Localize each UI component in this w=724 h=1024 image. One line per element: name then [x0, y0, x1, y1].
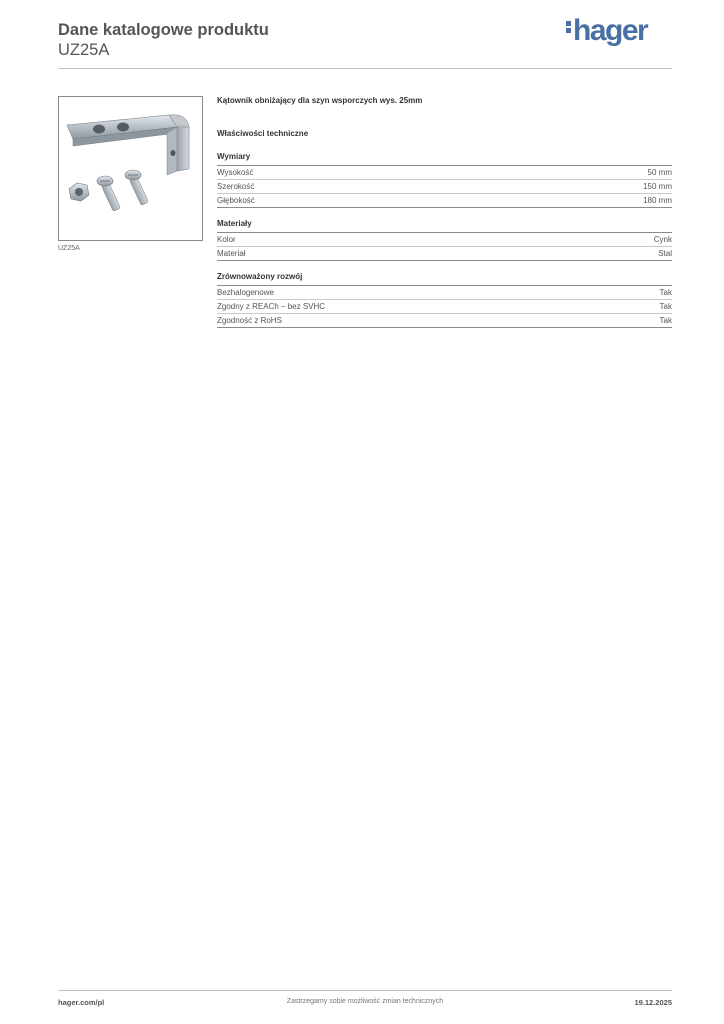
row-value: Tak	[659, 288, 672, 297]
logo-text: hager	[573, 14, 648, 47]
row-label: Materiał	[217, 249, 246, 258]
row-value: 150 mm	[643, 182, 672, 191]
group-dimensions	[217, 152, 672, 208]
technical-properties-title: Właściwości techniczne	[217, 129, 309, 138]
group-sustainability	[217, 272, 672, 328]
bracket-with-screws-icon	[59, 97, 202, 240]
document-date: 19.12.2025	[634, 998, 672, 1007]
table-row	[217, 300, 672, 314]
image-caption: UZ25A	[58, 245, 80, 252]
row-label: Zgodny z REACh – bez SVHC	[217, 302, 326, 311]
product-name: Kątownik obniżający dla szyn wsporczych wys. 25mm	[217, 96, 423, 105]
product-details	[217, 96, 672, 328]
row-value: Tak	[659, 302, 672, 311]
disclaimer-text: Zastrzegamy sobie możliwość zmian technicznych	[286, 998, 444, 1005]
page-title: Dane katalogowe produktu	[58, 21, 269, 39]
group-title: Materiały	[217, 219, 672, 233]
table-row	[217, 286, 672, 300]
document-header	[58, 20, 269, 60]
row-value: Stal	[658, 249, 672, 258]
row-label: Szerokość	[217, 182, 255, 191]
logo-dots-icon	[566, 19, 571, 35]
product-code: UZ25A	[58, 41, 110, 59]
product-image	[58, 96, 203, 241]
row-value: Tak	[659, 316, 672, 325]
row-value: 50 mm	[647, 168, 672, 177]
row-label: Wysokość	[217, 168, 254, 177]
row-label: Bezhalogenowe	[217, 288, 274, 297]
row-label: Głębokość	[217, 196, 255, 205]
table-row	[217, 166, 672, 180]
table-row	[217, 233, 672, 247]
hager-logo	[566, 14, 647, 48]
group-materials	[217, 219, 672, 261]
table-row	[217, 194, 672, 208]
group-title: Wymiary	[217, 152, 672, 166]
table-row	[217, 247, 672, 261]
table-row	[217, 180, 672, 194]
header-divider	[58, 68, 672, 69]
website-link[interactable]: hager.com/pl	[58, 998, 105, 1007]
group-title: Zrównoważony rozwój	[217, 272, 672, 286]
row-value: 180 mm	[643, 196, 672, 205]
row-label: Kolor	[217, 235, 236, 244]
row-label: Zgodność z RoHS	[217, 316, 282, 325]
table-row	[217, 314, 672, 328]
row-value: Cynk	[653, 235, 672, 244]
footer-divider	[58, 990, 672, 991]
